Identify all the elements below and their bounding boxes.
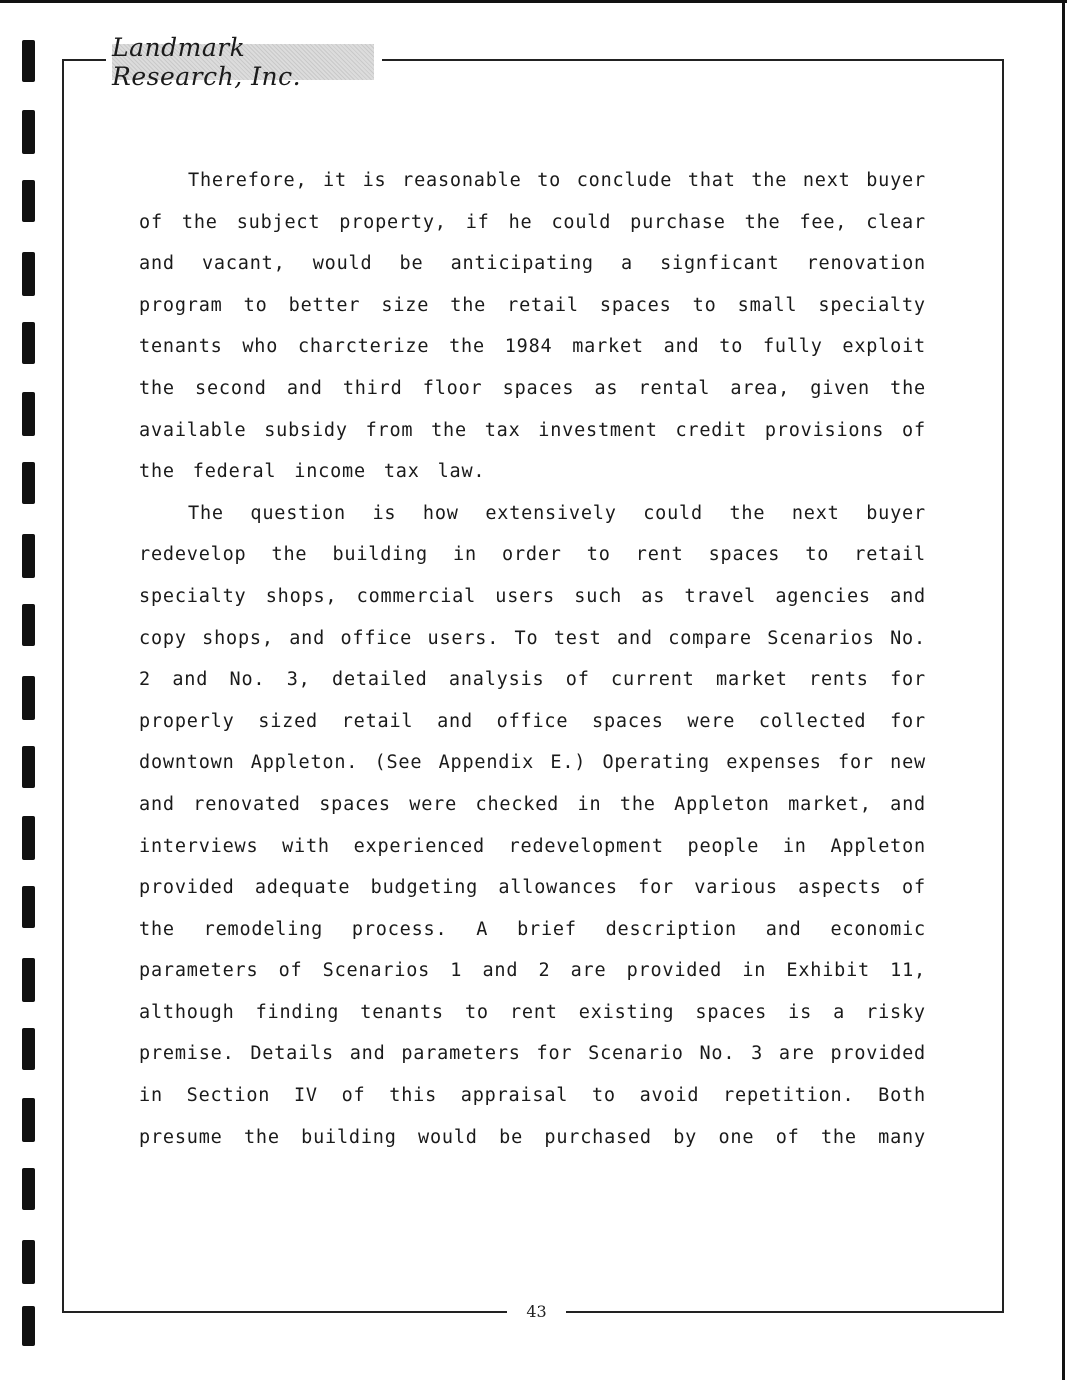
- document-body: [139, 160, 926, 1158]
- text-line: the remodeling process. A brief description and economic: [139, 918, 926, 940]
- binding-mark: [22, 1028, 35, 1070]
- binding-mark: [22, 40, 35, 82]
- binding-mark: [22, 1168, 35, 1210]
- text-line: properly sized retail and office spaces were collected for: [139, 710, 926, 732]
- text-line: although finding tenants to rent existing spaces is a risky: [139, 1001, 926, 1023]
- text-line: and vacant, would be anticipating a signficant renovation: [139, 253, 926, 275]
- text-line: copy shops, and office users. To test and compare Scenarios No.: [139, 627, 926, 649]
- frame-bottom-rule-right: [566, 1311, 1002, 1313]
- binding-mark: [22, 534, 35, 578]
- binding-mark: [22, 604, 35, 646]
- letterhead-logo: Landmark Research, Inc.: [112, 44, 374, 80]
- text-line: program to better size the retail spaces to small specialty: [139, 294, 926, 316]
- text-line: 2 and No. 3, detailed analysis of current market rents for: [139, 669, 926, 691]
- text-line: The question is how extensively could the next buyer: [188, 502, 926, 524]
- binding-mark: [22, 1240, 35, 1284]
- binding-mark: [22, 816, 35, 860]
- page-number: 43: [526, 1302, 547, 1321]
- binding-mark: [22, 676, 35, 720]
- binding-mark: [22, 110, 35, 154]
- frame-top-rule-left: [62, 59, 106, 61]
- binding-mark: [22, 886, 35, 928]
- text-line: redevelop the building in order to rent spaces to retail: [139, 544, 926, 566]
- binding-mark: [22, 392, 35, 436]
- binding-mark: [22, 958, 35, 1002]
- binding-mark: [22, 746, 35, 788]
- text-line: and renovated spaces were checked in the Appleton market, and: [139, 793, 926, 815]
- right-edge-rule: [1062, 0, 1065, 1380]
- text-line: parameters of Scenarios 1 and 2 are provided in Exhibit 11,: [139, 960, 926, 982]
- text-line: Therefore, it is reasonable to conclude that the next buyer: [188, 170, 926, 191]
- text-line: presume the building would be purchased by one of the many: [139, 1126, 926, 1148]
- binding-mark: [22, 1098, 35, 1142]
- text-line: interviews with experienced redevelopment people in Appleton: [139, 835, 926, 857]
- frame-top-rule-right: [382, 59, 1002, 61]
- binding-mark: [22, 322, 35, 364]
- binding-mark: [22, 462, 35, 504]
- text-line: in Section IV of this appraisal to avoid repetition. Both: [139, 1085, 926, 1107]
- text-line: the second and third floor spaces as rental area, given the: [139, 377, 926, 399]
- text-line: available subsidy from the tax investment credit provisions of: [139, 419, 926, 441]
- binding-mark: [22, 1306, 35, 1346]
- text-line: provided adequate budgeting allowances for various aspects of: [139, 877, 926, 899]
- text-line: premise. Details and parameters for Scenario No. 3 are provided: [139, 1043, 926, 1065]
- text-line: downtown Appleton. (See Appendix E.) Operating expenses for new: [139, 752, 926, 774]
- text-line: specialty shops, commercial users such as travel agencies and: [139, 585, 926, 607]
- text-line: the federal income tax law.: [139, 461, 486, 483]
- top-edge-rule: [0, 0, 1067, 3]
- text-line: of the subject property, if he could purchase the fee, clear: [139, 211, 926, 233]
- binding-mark: [22, 252, 35, 296]
- binding-mark: [22, 180, 35, 222]
- frame-bottom-rule-left: [62, 1311, 507, 1313]
- text-line: tenants who charcterize the 1984 market and to fully exploit: [139, 336, 926, 358]
